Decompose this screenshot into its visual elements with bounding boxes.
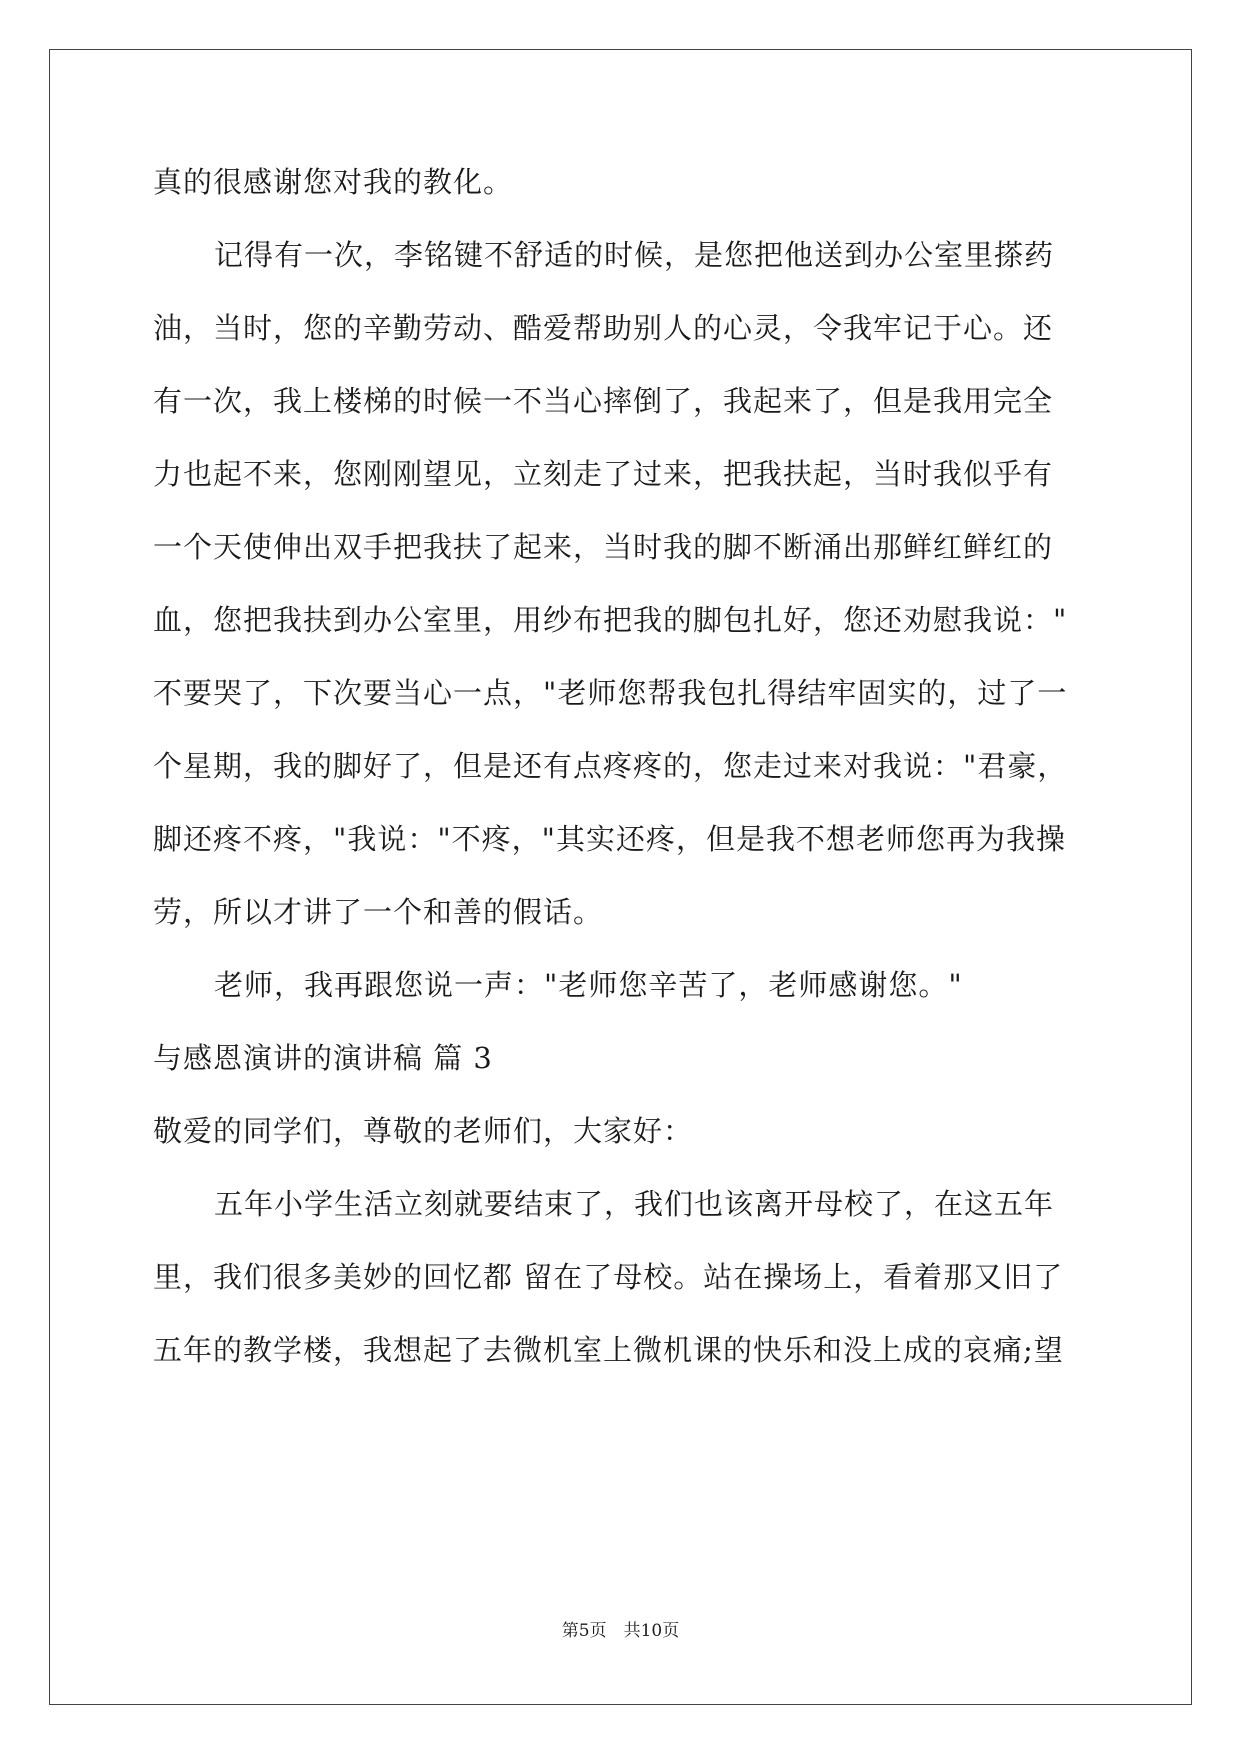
- text-line: 脚还疼不疼，"我说："不疼，"其实还疼，但是我不想老师您再为我操: [153, 822, 1067, 856]
- text-line: 一个天使伸出双手把我扶了起来，当时我的脚不断涌出那鲜红鲜红的: [153, 530, 1054, 564]
- text-line: 力也起不来，您刚刚望见，立刻走了过来，把我扶起，当时我似乎有: [153, 457, 1054, 491]
- greeting-line: 敬爱的同学们，尊敬的老师们，大家好：: [153, 1114, 694, 1148]
- section-heading: 与感恩演讲的演讲稿 篇 3: [153, 1041, 493, 1075]
- page-number-footer: 第5页 共10页: [561, 1621, 680, 1641]
- text-line: 劳，所以才讲了一个和善的假话。: [153, 895, 604, 929]
- text-line: 血，您把我扶到办公室里，用纱布把我的脚包扎好，您还劝慰我说：": [153, 603, 1068, 637]
- text-line: 油，当时，您的辛勤劳动、酷爱帮助别人的心灵，令我牢记于心。还: [153, 311, 1054, 345]
- text-line: 五年的教学楼，我想起了去微机室上微机课的快乐和没上成的哀痛;望: [153, 1333, 1064, 1367]
- page-border: [49, 49, 1192, 1705]
- text-line: 五年小学生活立刻就要结束了，我们也该离开母校了，在这五年: [214, 1187, 1055, 1221]
- text-line: 个星期，我的脚好了，但是还有点疼疼的，您走过来对我说："君豪，: [153, 749, 1068, 783]
- text-line: 记得有一次，李铭键不舒适的时候，是您把他送到办公室里搽药: [214, 238, 1055, 272]
- text-line: 里，我们很多美妙的回忆都 留在了母校。站在操场上，看着那又旧了: [153, 1260, 1064, 1294]
- text-line: 有一次，我上楼梯的时候一不当心摔倒了，我起来了，但是我用完全: [153, 384, 1054, 418]
- text-line: 真的很感谢您对我的教化。: [153, 165, 514, 199]
- text-line: 不要哭了，下次要当心一点，"老师您帮我包扎得结牢固实的，过了一: [153, 676, 1068, 710]
- text-line: 老师，我再跟您说一声："老师您辛苦了，老师感谢您。": [214, 968, 963, 1002]
